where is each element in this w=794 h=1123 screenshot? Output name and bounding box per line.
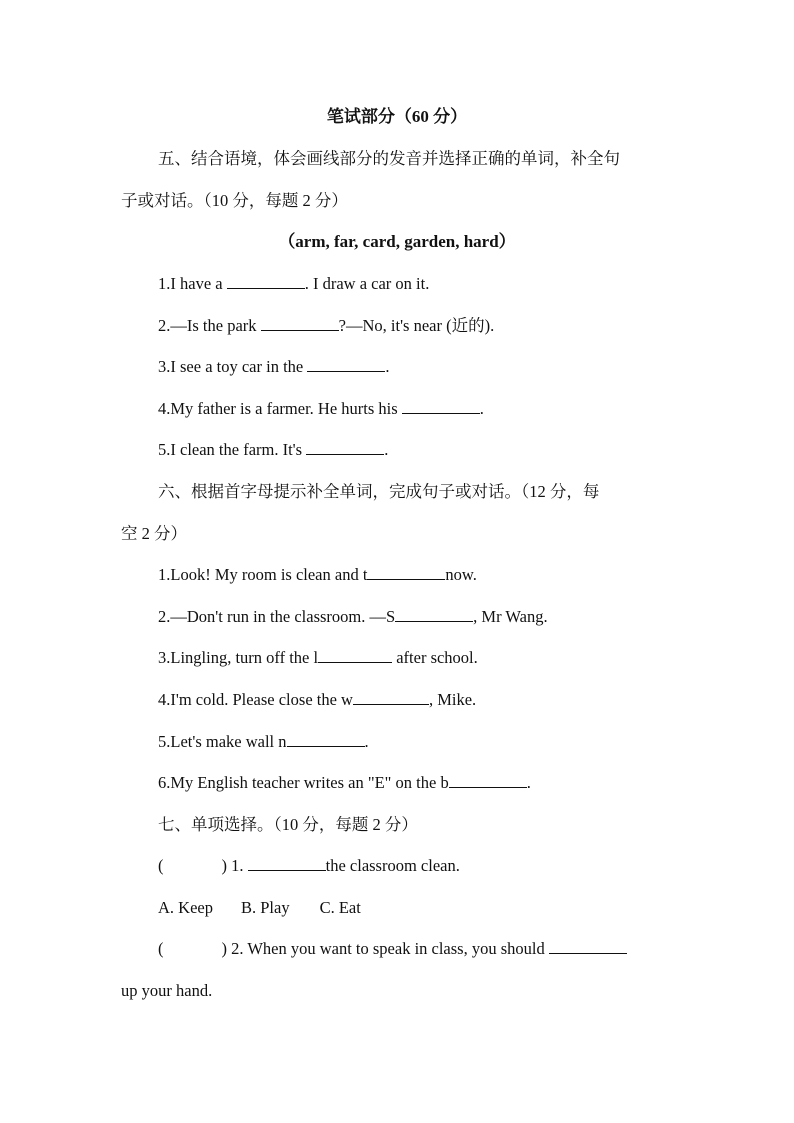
option-b[interactable]: B. Play bbox=[240, 898, 290, 917]
answer-blank[interactable] bbox=[318, 647, 392, 663]
s6-item-1 bbox=[158, 564, 477, 586]
s5-item-5-text: 5.I clean the farm. It's bbox=[158, 440, 307, 459]
answer-blank[interactable] bbox=[549, 938, 627, 954]
s6-item-4-text: 4.I'm cold. Please close the w bbox=[158, 690, 353, 709]
s5-item-5 bbox=[158, 439, 388, 461]
s6-item-5-tail: . bbox=[364, 732, 369, 751]
s6-item-2 bbox=[158, 606, 548, 628]
section6-instruction-cont: 空 2 分） bbox=[121, 524, 187, 543]
option-a[interactable]: A. Keep bbox=[158, 898, 213, 917]
s6-item-6-tail: . bbox=[526, 773, 531, 792]
s6-item-3 bbox=[158, 647, 478, 669]
option-c[interactable]: C. Eat bbox=[319, 898, 361, 917]
answer-blank[interactable] bbox=[367, 564, 445, 580]
answer-blank[interactable] bbox=[307, 356, 385, 372]
s6-item-6-text: 6.My English teacher writes an "E" on the b bbox=[158, 773, 449, 792]
section7-instruction: 七、单项选择。（10 分，每题 2 分） bbox=[158, 815, 418, 834]
s6-item-3-tail: after school. bbox=[392, 648, 478, 667]
page-title: 笔试部分（60 分） bbox=[326, 107, 468, 126]
s6-item-4-tail: , Mike. bbox=[428, 690, 477, 709]
s7-q2-continuation: up your hand. bbox=[121, 981, 213, 1000]
answer-paren-open: ( bbox=[158, 939, 164, 958]
s7-q2-text: ) 2. When you want to speak in class, you should bbox=[221, 939, 549, 958]
answer-blank[interactable] bbox=[306, 439, 384, 455]
s7-question-2 bbox=[158, 938, 627, 960]
answer-blank[interactable] bbox=[227, 273, 305, 289]
s5-item-5-tail: . bbox=[384, 440, 389, 459]
s6-item-1-text: 1.Look! My room is clean and t bbox=[158, 565, 368, 584]
section6-instruction: 六、根据首字母提示补全单词，完成句子或对话。（12 分，每 bbox=[158, 482, 600, 501]
s6-item-2-tail: , Mr Wang. bbox=[473, 607, 548, 626]
s7-q1-number: ) 1. bbox=[221, 856, 248, 875]
s6-item-3-text: 3.Lingling, turn off the l bbox=[158, 648, 319, 667]
s5-item-1-tail: . I draw a car on it. bbox=[304, 274, 430, 293]
s7-q1-text: the classroom clean. bbox=[325, 856, 460, 875]
answer-blank[interactable] bbox=[395, 606, 473, 622]
answer-blank[interactable] bbox=[248, 855, 326, 871]
s5-item-1-text: 1.I have a bbox=[158, 274, 227, 293]
s7-q1-options bbox=[158, 897, 361, 919]
answer-paren-open: ( bbox=[158, 856, 164, 875]
s6-item-1-tail: now. bbox=[445, 565, 477, 584]
s5-item-1 bbox=[158, 273, 429, 295]
s6-item-5 bbox=[158, 731, 369, 753]
s5-item-2-text: 2.—Is the park bbox=[158, 316, 261, 335]
s5-item-4 bbox=[158, 398, 484, 420]
s7-question-1 bbox=[158, 855, 460, 877]
s5-item-3-tail: . bbox=[385, 357, 390, 376]
s5-item-2 bbox=[158, 315, 494, 337]
section5-instruction-cont: 子或对话。（10 分，每题 2 分） bbox=[121, 191, 348, 210]
s5-item-2-tail: ?—No, it's near (近的). bbox=[338, 316, 495, 335]
answer-blank[interactable] bbox=[402, 398, 480, 414]
s6-item-2-text: 2.—Don't run in the classroom. —S bbox=[158, 607, 396, 626]
answer-blank[interactable] bbox=[287, 731, 365, 747]
word-bank: （arm, far, card, garden, hard） bbox=[278, 232, 516, 251]
s5-item-4-text: 4.My father is a farmer. He hurts his bbox=[158, 399, 402, 418]
s6-item-5-text: 5.Let's make wall n bbox=[158, 732, 287, 751]
s5-item-3 bbox=[158, 356, 389, 378]
answer-blank[interactable] bbox=[353, 689, 429, 705]
section5-instruction: 五、结合语境，体会画线部分的发音并选择正确的单词，补全句 bbox=[158, 149, 620, 168]
answer-blank[interactable] bbox=[261, 315, 339, 331]
answer-blank[interactable] bbox=[449, 772, 527, 788]
s6-item-4 bbox=[158, 689, 476, 711]
s5-item-4-tail: . bbox=[479, 399, 484, 418]
s6-item-6 bbox=[158, 772, 531, 794]
s5-item-3-text: 3.I see a toy car in the bbox=[158, 357, 308, 376]
